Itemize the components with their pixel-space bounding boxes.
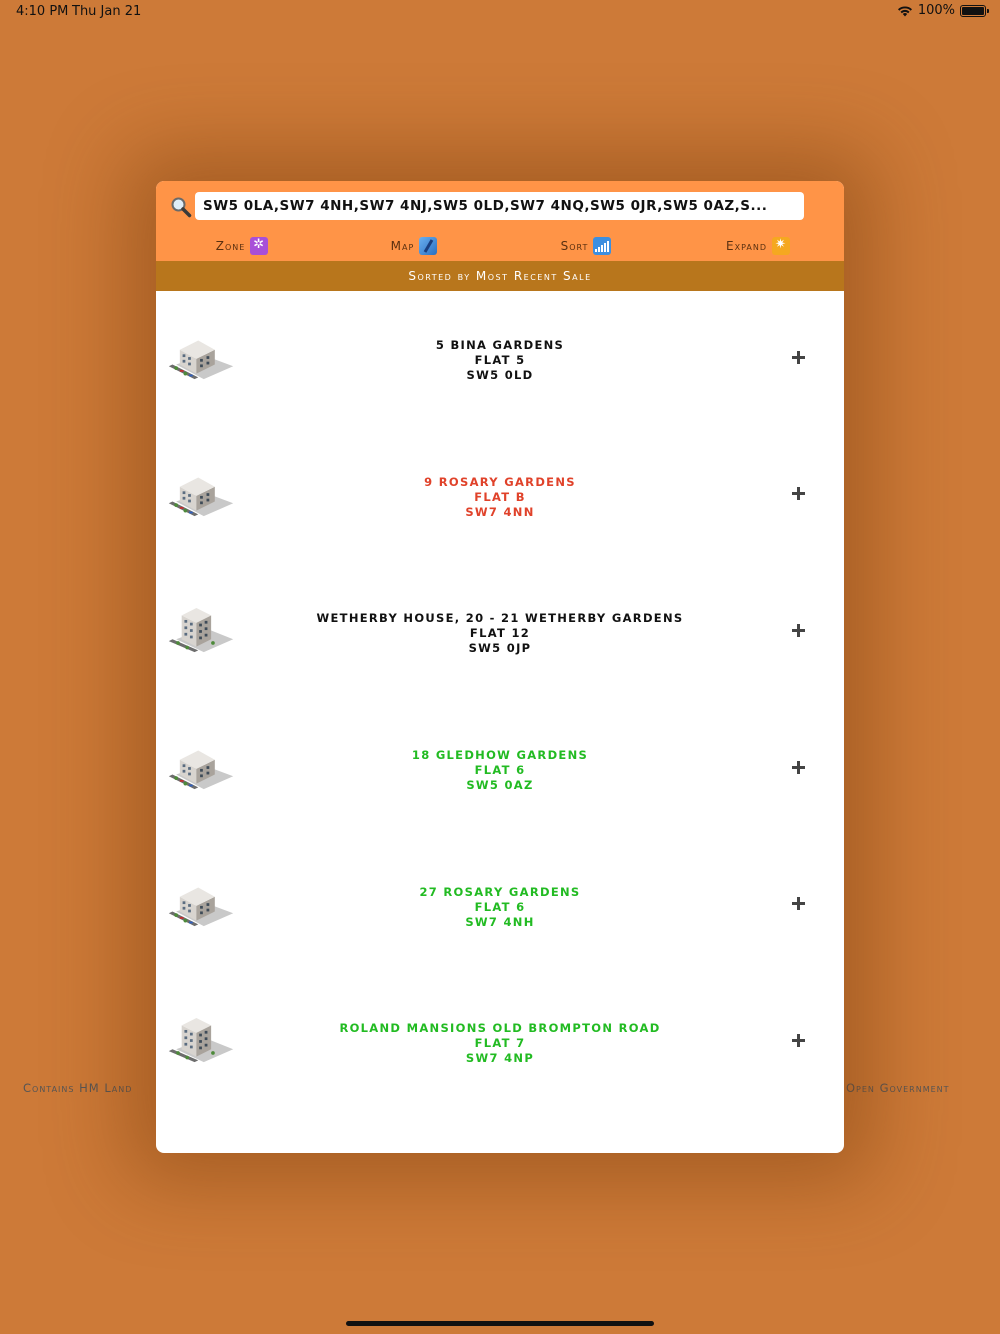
apartment-building-icon [165, 335, 237, 381]
signal-bars-icon [593, 237, 611, 255]
wheel-icon [250, 237, 268, 255]
tall-apartment-building-icon [165, 1018, 237, 1064]
expand-property-button[interactable] [789, 757, 809, 777]
sort-label: Sort [560, 239, 589, 253]
property-street: 5 BINA GARDENS [435, 338, 565, 352]
expand-button[interactable] [672, 235, 844, 257]
postcode-search-input[interactable]: SW5 0LA,SW7 4NH,SW7 4NJ,SW5 0LD,SW7 4NQ,SW5 0JR,SW5 0AZ,S... [195, 192, 804, 220]
property-postcode: SW7 4NP [465, 1051, 535, 1066]
tall-apartment-building-icon [165, 608, 237, 654]
wifi-icon [897, 5, 913, 17]
property-street: 9 ROSARY GARDENS [424, 474, 576, 489]
property-flat: FLAT 12 [469, 626, 531, 641]
property-flat: FLAT 6 [474, 899, 526, 914]
map-icon [419, 237, 437, 255]
expand-property-button[interactable] [789, 347, 809, 367]
property-address [256, 1021, 744, 1066]
battery-icon [960, 5, 986, 17]
star-burst-icon [772, 237, 790, 255]
property-street: 27 ROSARY GARDENS [419, 884, 581, 899]
map-label: Map [390, 239, 415, 253]
property-flat: FLAT B [474, 489, 526, 504]
apartment-building-icon [165, 472, 237, 518]
apartment-building-icon [165, 882, 237, 928]
property-address [256, 338, 744, 383]
results-panel [156, 181, 844, 1153]
property-street: 18 GLEDHOW GARDENS [411, 748, 589, 763]
status-time: 4:10 PM [16, 4, 69, 19]
magnifier-icon[interactable] [170, 196, 192, 218]
map-button[interactable] [328, 235, 500, 257]
expand-property-button[interactable] [789, 620, 809, 640]
property-list [156, 291, 844, 1111]
property-row[interactable] [156, 838, 844, 975]
panel-header [156, 181, 844, 261]
property-flat: FLAT 7 [474, 1036, 526, 1051]
sort-banner: Sorted by Most Recent Sale [156, 261, 844, 291]
home-indicator[interactable] [346, 1321, 654, 1326]
property-postcode: SW7 4NN [465, 504, 535, 519]
toolbar [156, 235, 844, 257]
expand-label: Expand [726, 239, 767, 253]
property-flat: FLAT 6 [474, 763, 526, 778]
expand-property-button[interactable] [789, 894, 809, 914]
legal-text-left: Contains HM Land [23, 1081, 133, 1095]
property-row[interactable] [156, 701, 844, 838]
expand-property-button[interactable] [789, 1030, 809, 1050]
property-flat: FLAT 5 [474, 353, 526, 367]
status-bar [0, 0, 1000, 24]
property-postcode: SW5 0AZ [466, 778, 534, 793]
property-postcode: SW5 0LD [466, 368, 534, 382]
property-address [256, 475, 744, 520]
property-row[interactable] [156, 564, 844, 701]
property-address [256, 885, 744, 930]
property-postcode: SW7 4NH [465, 914, 535, 929]
sort-button[interactable] [500, 235, 672, 257]
property-street: WETHERBY HOUSE, 20 - 21 WETHERBY GARDENS [316, 611, 684, 626]
expand-property-button[interactable] [789, 484, 809, 504]
property-postcode: SW5 0JP [468, 641, 532, 656]
status-right [897, 3, 986, 18]
apartment-building-icon [165, 745, 237, 791]
zone-button[interactable] [156, 235, 328, 257]
battery-percent: 100% [917, 3, 955, 18]
property-row[interactable] [156, 974, 844, 1111]
property-address [256, 748, 744, 793]
legal-text-right: Open Government [846, 1081, 950, 1095]
status-date: Thu Jan 21 [72, 4, 142, 19]
zone-label: Zone [215, 239, 246, 253]
property-row[interactable] [156, 291, 844, 428]
property-row[interactable] [156, 428, 844, 565]
property-address [256, 611, 744, 656]
property-street: ROLAND MANSIONS OLD BROMPTON ROAD [339, 1021, 661, 1036]
